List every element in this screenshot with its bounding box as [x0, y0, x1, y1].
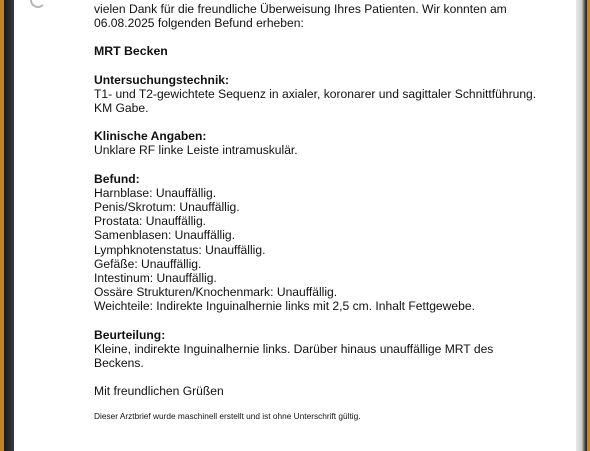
- footnote-text: Dieser Arztbrief wurde maschinell erstellt und ist ohne Unterschrift gültig.: [94, 411, 361, 422]
- finding-item: Gefäße: Unauffällig.: [94, 256, 202, 271]
- finding-item: Prostata: Unauffällig.: [94, 214, 207, 229]
- assessment-line-2: Beckens.: [94, 356, 144, 371]
- finding-item: Samenblasen: Unauffällig.: [94, 228, 235, 243]
- assessment-heading: Beurteilung:: [94, 327, 166, 342]
- finding-item: Weichteile: Indirekte Inguinalhernie links mit 2,5 cm. Inhalt Fettgewebe.: [94, 299, 475, 314]
- clinical-text: Unklare RF linke Leiste intramuskulär.: [94, 143, 298, 158]
- findings-heading: Befund:: [94, 171, 140, 186]
- exam-title: MRT Becken: [94, 44, 168, 59]
- finding-item: Intestinum: Unauffällig.: [94, 271, 217, 286]
- assessment-line-1: Kleine, indirekte Inguinalhernie links. Darüber hinaus unauffällige MRT des: [94, 341, 494, 356]
- technique-line-2: KM Gabe.: [94, 101, 149, 116]
- finding-item: Lymphknotenstatus: Unauffällig.: [94, 242, 266, 257]
- closing-text: Mit freundlichen Grüßen: [94, 384, 224, 399]
- finding-item: Ossäre Strukturen/Knochenmark: Unauffällig.: [94, 285, 338, 300]
- clinical-heading: Klinische Angaben:: [94, 129, 207, 144]
- findings-list: [94, 186, 564, 314]
- intro-line-1: vielen Dank für die freundliche Überweisung Ihres Patienten. Wir konnten am: [94, 2, 507, 16]
- left-edge-shadow: [4, 0, 14, 451]
- finding-item: Harnblase: Unauffällig.: [94, 185, 217, 200]
- technique-heading: Untersuchungstechnik:: [94, 72, 230, 87]
- technique-line-1: T1- und T2-gewichtete Sequenz in axialer, koronarer und sagittaler Schnittführung.: [94, 86, 537, 101]
- corner-mark-icon: [30, 0, 46, 8]
- letter-page: [94, 2, 564, 421]
- finding-item: Penis/Skrotum: Unauffällig.: [94, 200, 240, 215]
- intro-line-2: 06.08.2025 folgenden Befund erheben:: [94, 16, 304, 31]
